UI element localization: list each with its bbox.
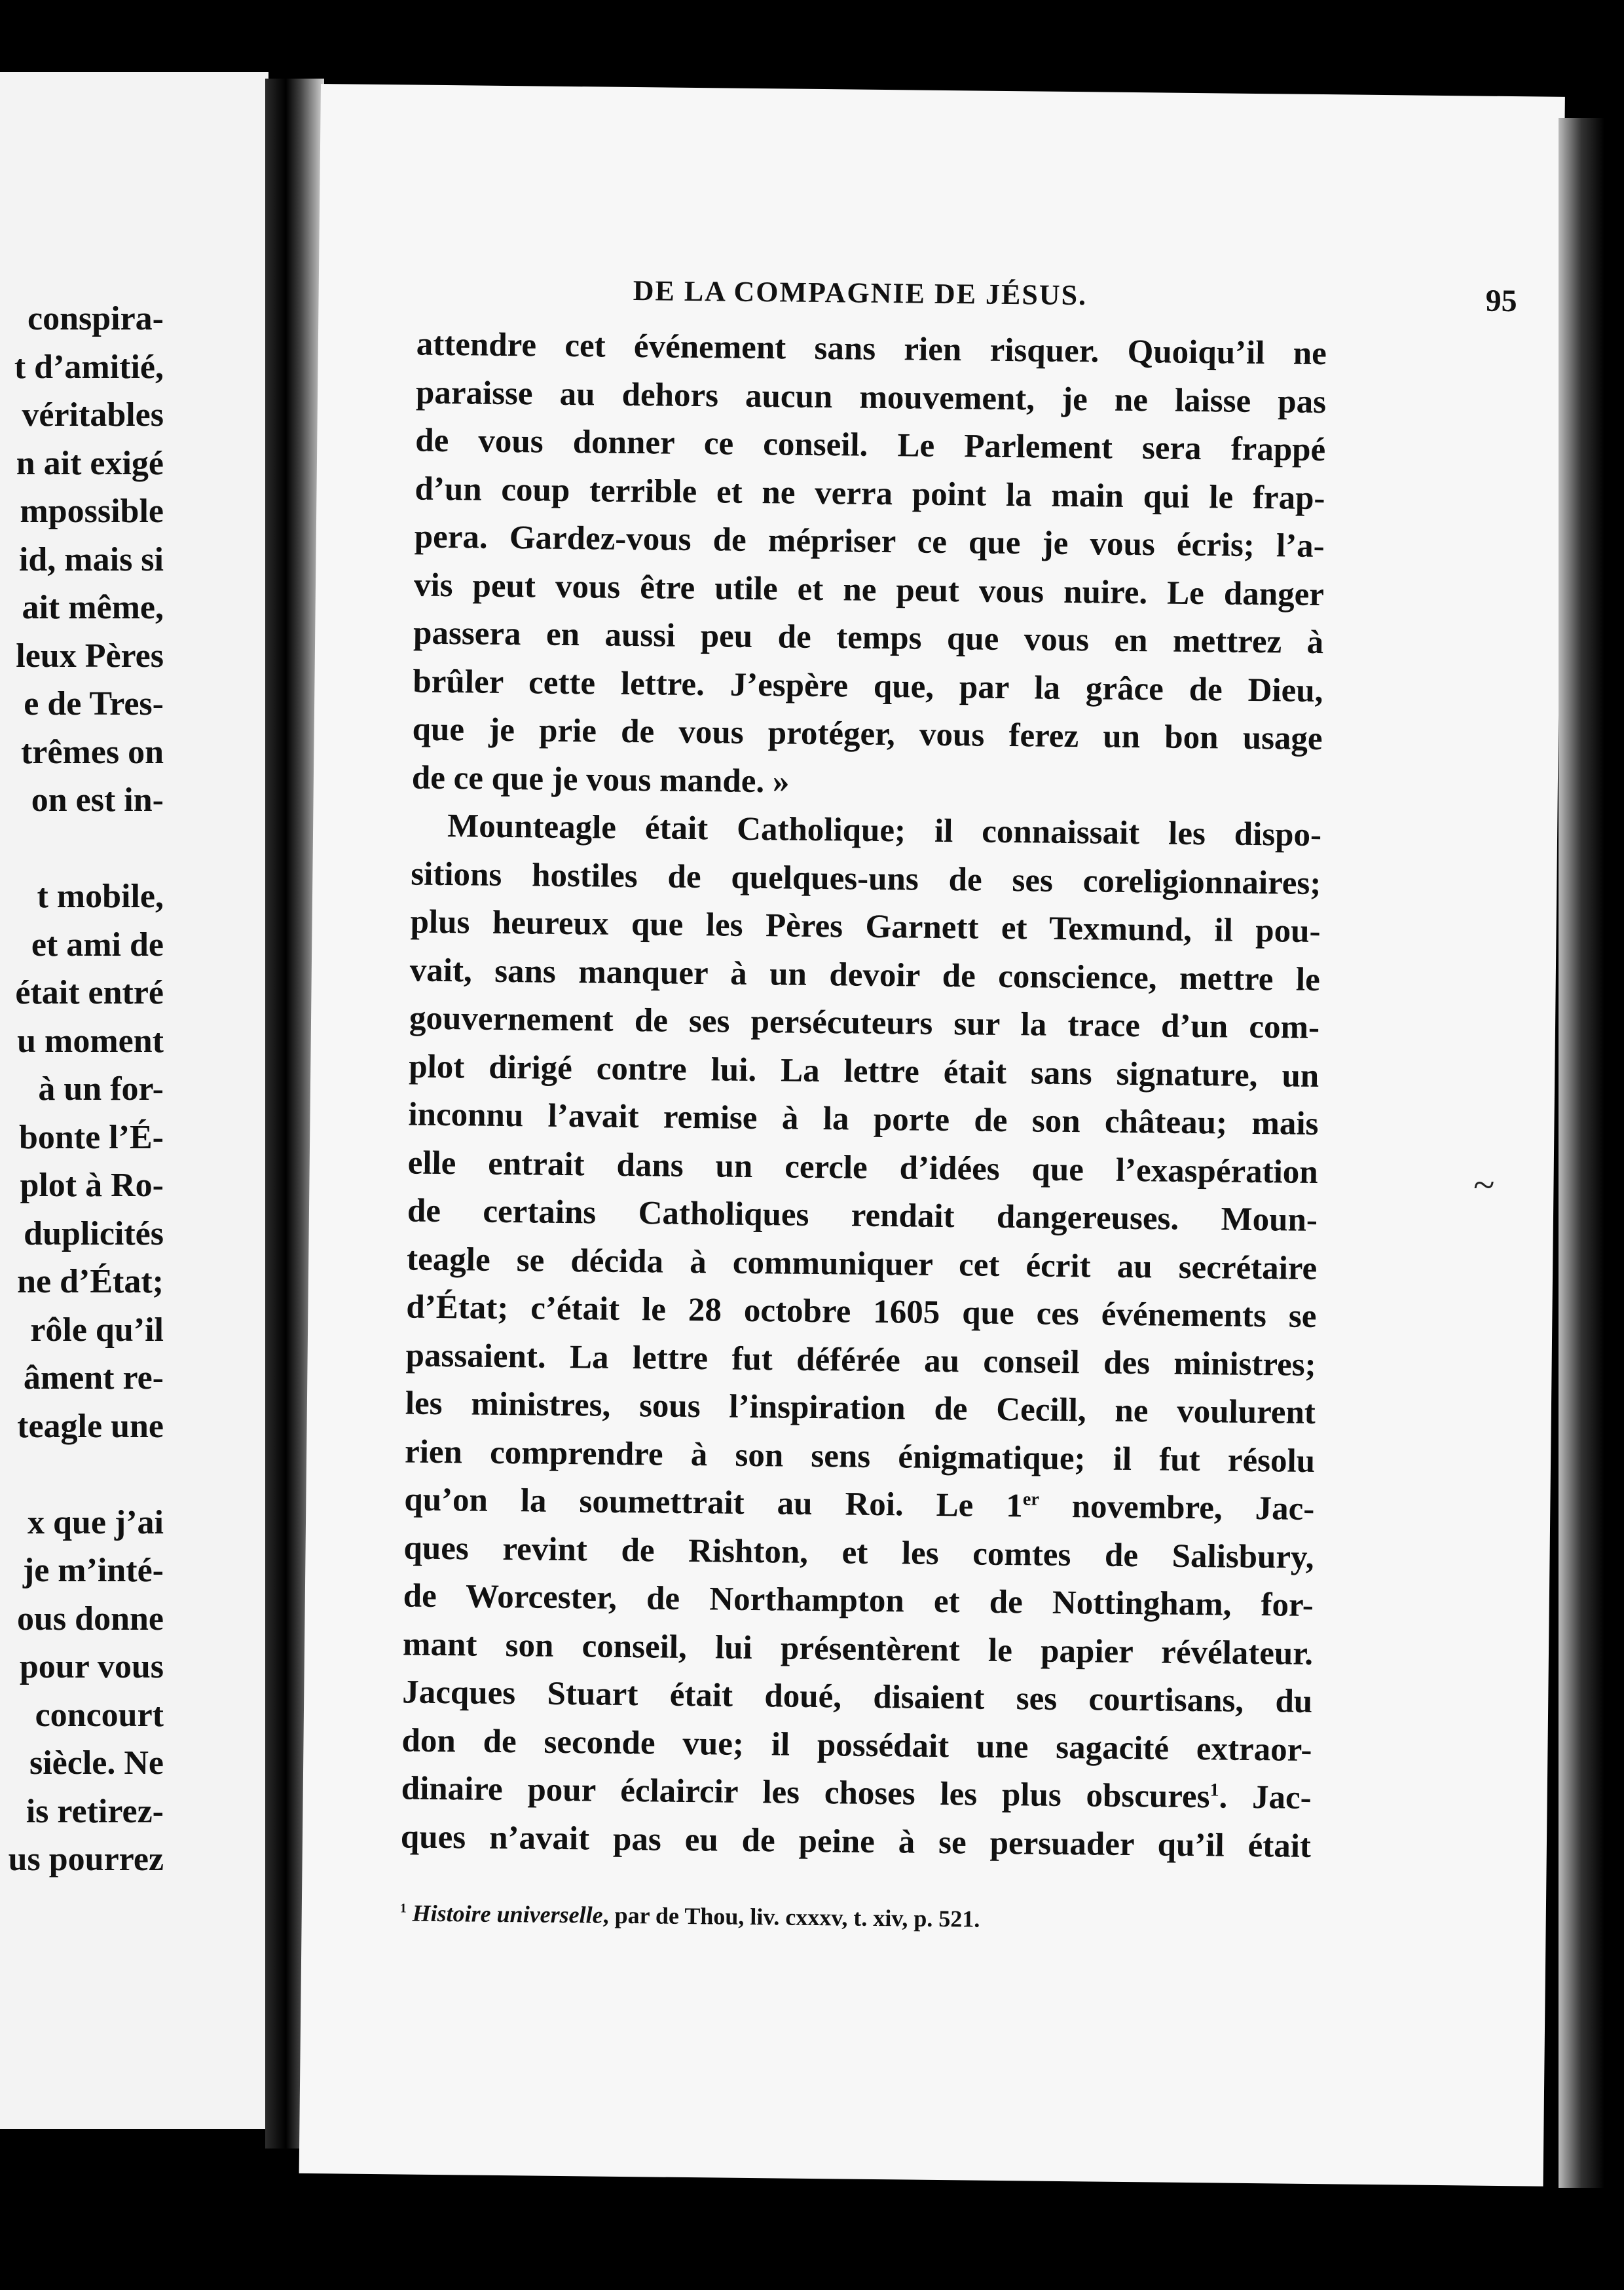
left-page-fragment: id, mais si bbox=[18, 540, 164, 578]
left-page bbox=[0, 72, 268, 2129]
left-page-fragment: je m’inté- bbox=[22, 1552, 164, 1589]
text-line: vis peut vous être utile et ne peut vous nuire. Le danger bbox=[413, 567, 1325, 613]
running-head: DE LA COMPAGNIE DE JÉSUS. bbox=[633, 274, 1088, 312]
page-number: 95 bbox=[1485, 283, 1517, 319]
text-line: d’État; c’était le 28 octobre 1605 que ces événements se bbox=[406, 1288, 1317, 1336]
left-page-fragment: à un for- bbox=[38, 1070, 164, 1108]
text-line: vait, sans manquer à un devoir de conscience, mettre le bbox=[409, 951, 1321, 998]
left-page-fragment: plot à Ro- bbox=[20, 1167, 164, 1204]
text-line: inconnu l’avait remise à la porte de son château; mais bbox=[408, 1096, 1319, 1143]
left-page-fragment: is retirez- bbox=[26, 1792, 164, 1830]
margin-mark: ~ bbox=[1473, 1163, 1495, 1207]
left-page-fragment: véritables bbox=[22, 396, 164, 434]
left-page-fragment: us pourrez bbox=[8, 1841, 164, 1878]
left-page-fragment: leux Pères bbox=[16, 637, 164, 675]
footnote-text: , par de Thou, liv. cxxxv, t. xiv, p. 521. bbox=[602, 1902, 980, 1932]
text-line: de certains Catholiques rendait dangereuses. Moun- bbox=[407, 1192, 1318, 1239]
left-page-fragment: u moment bbox=[17, 1022, 164, 1060]
text-line: plot dirigé contre lui. La lettre était sans signature, un bbox=[409, 1047, 1320, 1095]
left-page-fragment bbox=[0, 1450, 164, 1499]
superscript-er: er bbox=[1022, 1489, 1040, 1510]
left-page-fragment: siècle. Ne bbox=[29, 1744, 164, 1782]
left-page-fragment: t d’amitié, bbox=[14, 348, 164, 386]
text-line: que je prie de vous protéger, vous ferez un bon usage bbox=[412, 711, 1323, 758]
left-page-fragment: ous donne bbox=[17, 1600, 164, 1638]
left-page-fragment: trêmes on bbox=[20, 733, 164, 771]
text-line: don de seconde vue; il possédait une sagacité extraor- bbox=[401, 1721, 1312, 1769]
left-page-fragment: âment re- bbox=[23, 1359, 164, 1397]
text-line: gouvernement de ses persécuteurs sur la trace d’un com- bbox=[409, 1000, 1320, 1047]
left-page-fragment: e de Tres- bbox=[24, 685, 164, 723]
left-page-fragment: concourt bbox=[35, 1696, 164, 1734]
text-line: de vous donner ce conseil. Le Parlement sera frappé bbox=[415, 422, 1326, 469]
text-line: passera en aussi peu de temps que vous en mettrez à bbox=[413, 614, 1324, 662]
text-line: sitions hostiles de quelques-uns de ses coreligionnaires; bbox=[411, 855, 1321, 902]
body-text bbox=[401, 321, 1327, 1871]
text-line: d’un coup terrible et ne verra point la main qui le frap- bbox=[415, 470, 1325, 517]
line-end: novembre, Jac- bbox=[1039, 1488, 1315, 1528]
line-start: qu’on la soumettrait au Roi. Le 1 bbox=[404, 1481, 1024, 1525]
text-line: teagle se décida à communiquer cet écrit au secrétaire bbox=[406, 1240, 1318, 1287]
text-line: de ce que je vous mande. » bbox=[411, 759, 790, 800]
left-page-fragment: rôle qu’il bbox=[30, 1311, 164, 1349]
left-page-fragment: pour vous bbox=[19, 1648, 164, 1685]
left-page-fragment: mpossible bbox=[20, 493, 164, 530]
left-page-fragment bbox=[0, 825, 164, 873]
footnote bbox=[400, 1899, 1310, 1936]
text-line: mant son conseil, lui présentèrent le papier révélateur. bbox=[402, 1625, 1314, 1672]
left-page-fragment: et ami de bbox=[31, 926, 164, 964]
text-line: ques n’avait pas eu de peine à se persuader qu’il était bbox=[400, 1818, 1312, 1865]
left-page-fragment: conspira- bbox=[28, 300, 164, 337]
line-start: dinaire pour éclaircir les choses les plus obscures bbox=[401, 1770, 1210, 1816]
text-line: attendre cet événement sans rien risquer. Quoiqu’il ne bbox=[416, 326, 1327, 373]
left-page-fragment: ne d’État; bbox=[17, 1263, 164, 1300]
left-page-fragment: duplicités bbox=[24, 1214, 164, 1252]
text-line: de Worcester, de Northampton et de Nottingham, for- bbox=[403, 1577, 1314, 1624]
text-line: elle entrait dans un cercle d’idées que l’exaspération bbox=[407, 1144, 1318, 1191]
right-page bbox=[299, 84, 1565, 2187]
footnote-marker: 1 bbox=[399, 1901, 407, 1916]
left-page-fragment: bonte l’É- bbox=[19, 1118, 164, 1156]
left-page-fragment: n ait exigé bbox=[16, 444, 164, 482]
text-line: rien comprendre à son sens énigmatique; il fut résolu bbox=[404, 1433, 1316, 1480]
text-line: les ministres, sous l’inspiration de Cecill, ne voulurent bbox=[405, 1385, 1316, 1432]
left-page-fragment: était entré bbox=[15, 974, 164, 1011]
footnote-reference: 1 bbox=[1209, 1780, 1219, 1801]
left-page-fragment: on est in- bbox=[31, 781, 164, 819]
text-line: pera. Gardez-vous de mépriser ce que je vous écris; l’a- bbox=[414, 518, 1325, 565]
left-page-fragment: x que j’ai bbox=[28, 1503, 164, 1541]
footnote-title: Histoire universelle bbox=[412, 1900, 603, 1928]
text-line: ques revint de Rishton, et les comtes de Salisbury, bbox=[403, 1529, 1314, 1576]
text-line: brûler cette lettre. J’espère que, par la grâce de Dieu, bbox=[413, 663, 1323, 709]
left-page-fragment: teagle une bbox=[17, 1407, 164, 1445]
text-line: Mounteagle était Catholique; il connaissait les dispo- bbox=[447, 808, 1322, 854]
text-line: Jacques Stuart était doué, disaient ses courtisans, du bbox=[402, 1674, 1313, 1720]
line-end: . Jac- bbox=[1219, 1778, 1312, 1816]
left-page-text-fragments bbox=[0, 295, 164, 1884]
text-line: paraisse au dehors aucun mouvement, je ne laisse pas bbox=[415, 374, 1327, 421]
page-edge-shadow bbox=[1559, 118, 1604, 2188]
left-page-fragment: ait même, bbox=[22, 589, 164, 626]
text-line-with-superscript bbox=[404, 1476, 1315, 1533]
text-line: plus heureux que les Pères Garnett et Texmund, il pou- bbox=[410, 903, 1321, 950]
text-line-with-footnote-ref bbox=[401, 1765, 1312, 1822]
text-line: passaient. La lettre fut déférée au conseil des ministres; bbox=[405, 1336, 1316, 1383]
left-page-fragment: t mobile, bbox=[37, 878, 164, 915]
